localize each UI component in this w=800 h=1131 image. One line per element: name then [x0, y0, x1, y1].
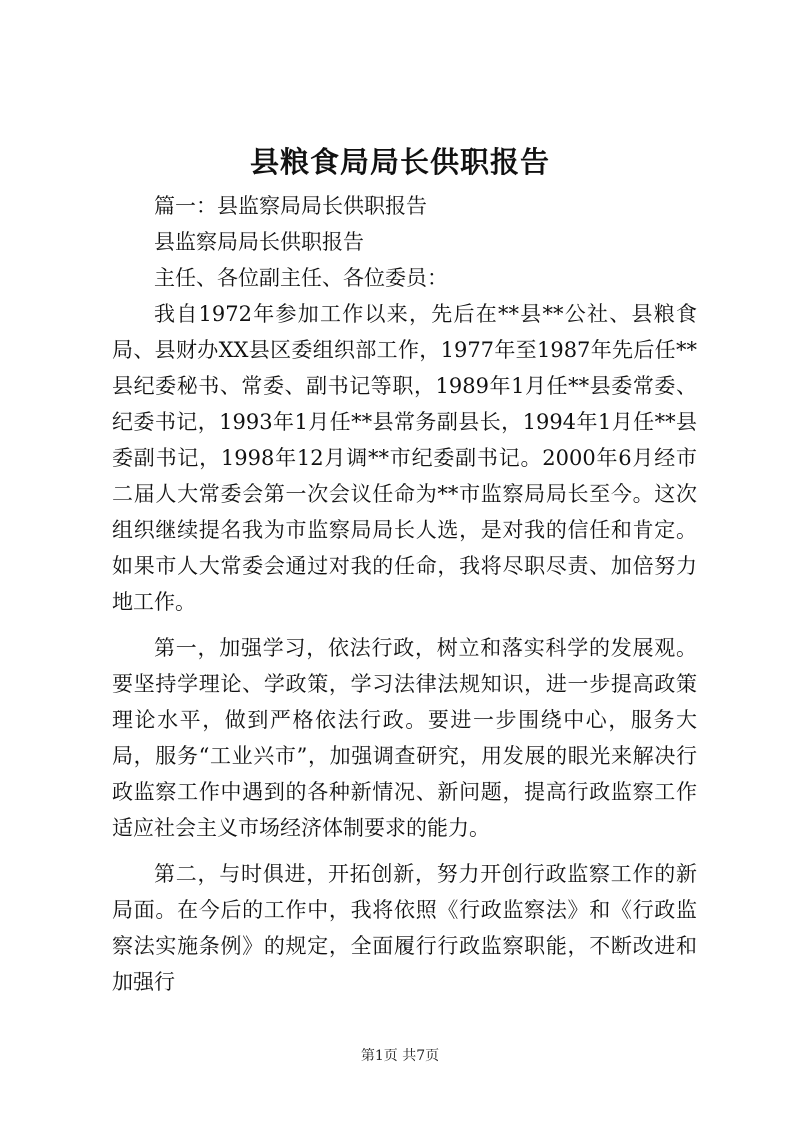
document-body — [112, 188, 697, 1000]
paragraph-second-point: 第二，与时俱进，开拓创新，努力开创行政监察工作的新局面。在今后的工作中，我将依照《行政监察法》和《行政监察法实施条例》的规定，全面履行行政监察职能，不断改进和加强行 — [112, 862, 697, 994]
paragraph-first-point: 第一，加强学习，依法行政，树立和落实科学的发展观。要坚持学理论、学政策，学习法律法规知识，进一步提高政策理论水平，做到严格依法行政。要进一步围绕中心，服务大局，服务“工业兴市”，加强调查研究，用发展的眼光来解决行政监察工作中遇到的各种新情况、新问题，提高行政监察工作适应社会主义市场经济体制要求的能力。 — [112, 636, 697, 840]
paragraph-section-heading: 篇一：县监察局局长供职报告 — [154, 194, 427, 218]
paragraph-career-history: 我自1972年参加工作以来，先后在**县**公社、县粮食局、县财办XX县区委组织部工作，1977年至1987年先后任**县纪委秘书、常委、副书记等职，1989年1月任**县委常委、纪委书记，1993年1月任**县常务副县长，1994年1月任**县委副书记，1998年12月调**市纪委副书记。2000年6月经市二届人大常委会第一次会议任命为**市监察局局长至今。这次组织继续提名我为市监察局局长人选，是对我的信任和肯定。如果市人大常委会通过对我的任命，我将尽职尽责、加倍努力地工作。 — [112, 302, 697, 614]
page-number-footer: 第1页 共7页 — [360, 1048, 440, 1064]
paragraph-salutation: 主任、各位副主任、各位委员： — [154, 266, 448, 290]
document-title: 县粮食局局长供职报告 — [249, 145, 550, 179]
paragraph-report-title: 县监察局局长供职报告 — [154, 230, 364, 254]
